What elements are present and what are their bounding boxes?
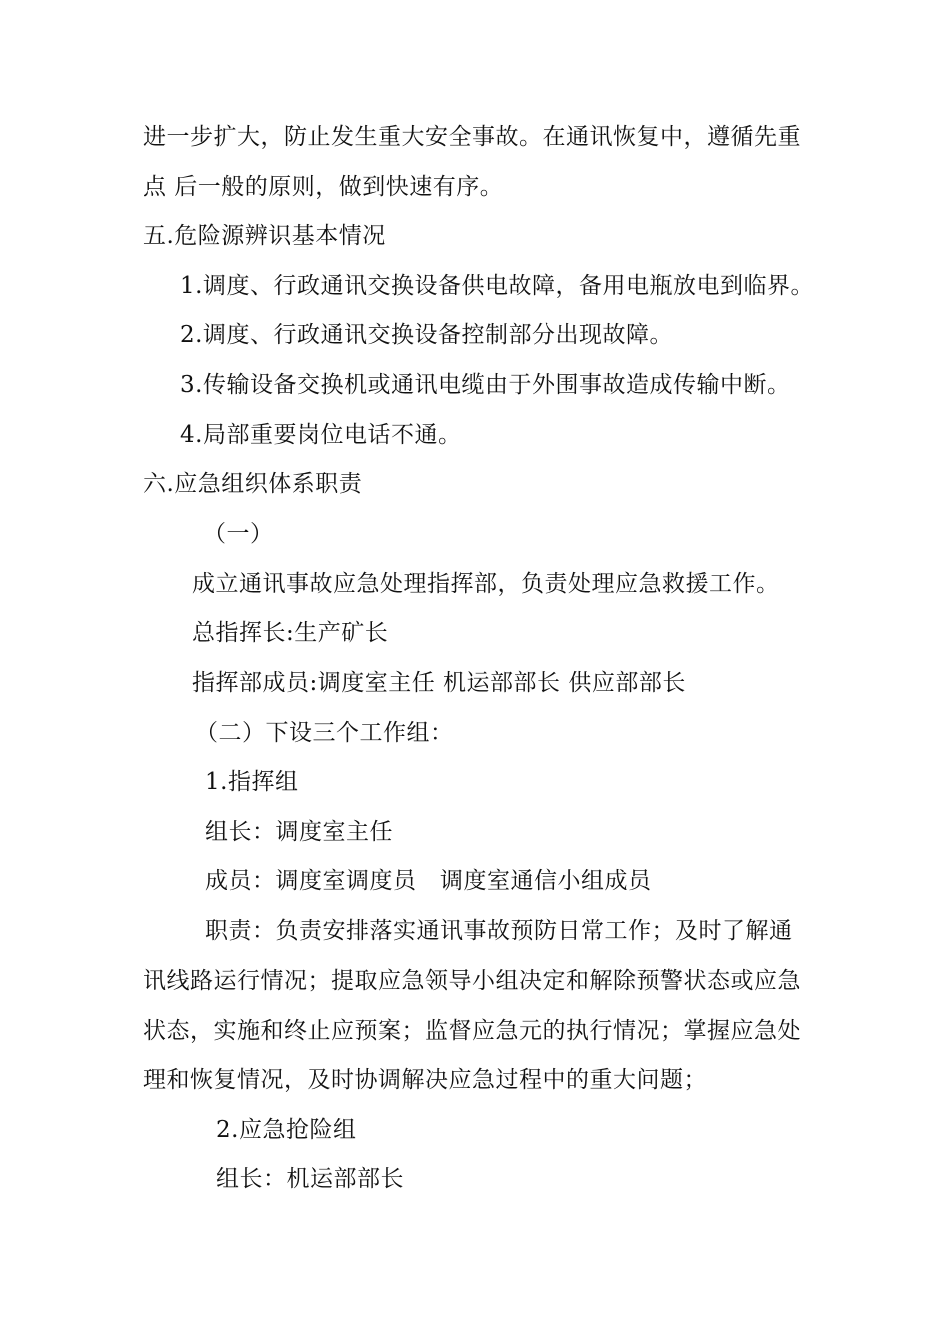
- body-text-line: 成员：调度室调度员 调度室通信小组成员: [205, 868, 652, 894]
- section-heading-hazard-identification: 五.危险源辨识基本情况: [143, 223, 386, 249]
- body-text-line: 总指挥长:生产矿长: [192, 620, 389, 646]
- list-item: 2.调度、行政通讯交换设备控制部分出现故障。: [180, 322, 673, 348]
- body-text-line: 指挥部成员:调度室主任 机运部部长 供应部部长: [192, 670, 686, 696]
- body-text-line: 进一步扩大，防止发生重大安全事故。在通讯恢复中，遵循先重: [143, 124, 801, 150]
- body-text-line: 成立通讯事故应急处理指挥部，负责处理应急救援工作。: [192, 571, 780, 597]
- subsection-heading: （二）下设三个工作组：: [195, 720, 454, 746]
- list-item: 4.局部重要岗位电话不通。: [180, 422, 462, 448]
- body-text-line: 职责：负责安排落实通讯事故预防日常工作；及时了解通: [205, 918, 793, 944]
- group-heading: 2.应急抢险组: [216, 1117, 357, 1143]
- subsection-marker: （一）: [203, 521, 274, 547]
- body-text-line: 理和恢复情况，及时协调解决应急过程中的重大问题；: [143, 1067, 707, 1093]
- group-heading: 1.指挥组: [205, 769, 299, 795]
- body-text-line: 讯线路运行情况；提取应急领导小组决定和解除预警状态或应急: [143, 968, 801, 994]
- list-item: 3.传输设备交换机或通讯电缆由于外围事故造成传输中断。: [180, 372, 791, 398]
- body-text-line: 状态，实施和终止应预案；监督应急元的执行情况；掌握应急处: [143, 1018, 801, 1044]
- body-text-line: 组长：机运部部长: [216, 1166, 404, 1192]
- body-text-line: 组长：调度室主任: [205, 819, 393, 845]
- section-heading-emergency-organization: 六.应急组织体系职责: [143, 471, 363, 497]
- body-text-line: 点 后一般的原则，做到快速有序。: [143, 174, 504, 200]
- list-item: 1.调度、行政通讯交换设备供电故障，备用电瓶放电到临界。: [180, 273, 814, 299]
